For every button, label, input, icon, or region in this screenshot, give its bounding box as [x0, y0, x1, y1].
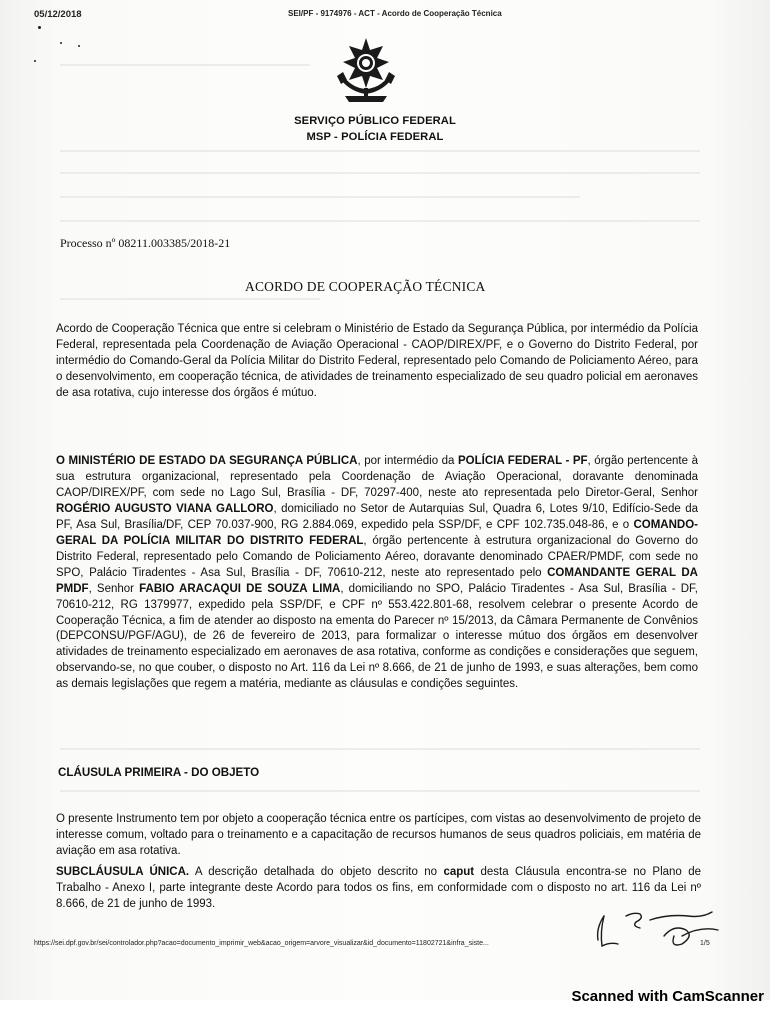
coat-of-arms-emblem: [331, 36, 401, 106]
clause-heading: CLÁUSULA PRIMEIRA - DO OBJETO: [58, 766, 260, 779]
process-number: Processo nº 08211.003385/2018-21: [60, 236, 231, 250]
org-agency-name: MSP - POLÍCIA FEDERAL: [306, 131, 444, 143]
bleed-through-line: [60, 298, 320, 300]
parties-text: , domiciliando no SPO, Palácio Tiradentes - Asa Sul, Brasília - DF, 70610-212, RG 1379977, expedido pela SSP/DF, e CPF nº 553.422.801-68, resolvem celebrar o presente Acordo de Cooperação Técnica, a fim de atender ao disposto na ementa do Parecer nº 15/2013, da Câmara Permanente de Convênios (DEPCONSU/PGF/AGU), de 26 de fevereiro de 2013, para formalizar o interesse mútuo dos órgãos em desenvolver atividades de treinamento especializado em aeronaves de asa rotativa, conforme as condições e considerações que seguem, observando-se, no que couber, o disposto no Art. 116 da Lei nº 8.666, de 21 de junho de 1993, e suas alterações, bem como as demais legislações que regem a matéria, mediante as cláusulas e condições seguintes.: [56, 582, 698, 691]
camscanner-watermark: Scanned with CamScanner: [571, 988, 764, 1005]
footer-page-number: 1/5: [700, 940, 710, 947]
subclause-label: SUBCLÁUSULA ÚNICA.: [56, 866, 190, 878]
parties-text: , órgão pertencente à sua estrutura organizacional, representado pela Coordenação de Aviação Operacional, doravante denominada CAOP/DIREX/PF, com sede no Lago Sul, Brasília - DF, 70297-400, neste ato representada pelo Diretor-Geral, Senhor: [56, 455, 698, 499]
subclause-text: A descrição detalhada do objeto descrito no: [189, 866, 444, 878]
representative-pmdf: FABIO ARACAQUI DE SOUZA LIMA: [139, 582, 341, 595]
parties-text: , órgão pertencente à estrutura organizacional do Governo do Distrito Federal, representado pelo Comando de Policiamento Aéreo, doravante denominado CPAER/PMDF, com sede no SPO, Palácio Tiradentes - Asa Sul, Brasília - DF, 70610-212, neste ato representado pelo: [56, 534, 698, 579]
party-pmdf: COMANDO-GERAL DA POLÍCIA MILITAR DO DISTRITO FEDERAL: [56, 518, 698, 547]
scan-speck: [34, 60, 36, 62]
representative-pf: ROGÉRIO AUGUSTO VIANA GALLORO: [56, 502, 274, 515]
representative-title-pmdf: COMANDANTE GERAL DA PMDF: [56, 566, 698, 595]
bleed-through-line: [60, 172, 700, 174]
clause-object-paragraph: O presente Instrumento tem por objeto a cooperação técnica entre os partícipes, com vistas ao desenvolvimento de projeto de interesse comum, voltado para o treinamento e a capacitação de recursos humanos de seus quadros policiais, em matéria de aviação em asa rotativa.: [56, 813, 701, 857]
parties-text: , por intermédio da: [357, 455, 459, 467]
bleed-through-line: [60, 150, 700, 152]
handwritten-initials-signature: [590, 906, 725, 956]
bleed-through-line: [60, 196, 580, 198]
print-date: 05/12/2018: [34, 9, 82, 20]
scan-speck: [60, 42, 62, 44]
party-pf: POLÍCIA FEDERAL - PF: [458, 455, 588, 467]
parties-text: , domiciliado no Setor de Autarquias Sul, Quadra 6, Lotes 9/10, Edifício-Sede da PF, Asa Sul, Brasília/DF, CEP 70.037-900, RG 2.884.069, expedido pela SSP/DF, e CPF 102.735.048-86, e o: [56, 502, 698, 531]
footer-print-url: https://sei.dpf.gov.br/sei/controlador.php?acao=documento_imprimir_web&acao_origem=arvore_visualizar&id_documento=11802721&infra_siste...: [34, 940, 489, 947]
subclause-text: desta Cláusula encontra-se no Plano de Trabalho - Anexo I, parte integrante deste Acordo para todos os fins, em conformidade com o disposto no art. 116 da Lei nº 8.666, de 21 de junho de 1993.: [56, 866, 702, 910]
bleed-through-line: [60, 64, 310, 66]
parties-text: , Senhor: [88, 582, 140, 595]
document-title: ACORDO DE COOPERAÇÃO TÉCNICA: [245, 279, 486, 294]
party-ministry: O MINISTÉRIO DE ESTADO DA SEGURANÇA PÚBLICA: [56, 455, 358, 467]
scan-speck: [38, 26, 41, 29]
bleed-through-line: [60, 220, 700, 222]
bleed-through-line: [60, 790, 700, 792]
parties-paragraph: [56, 454, 698, 693]
subclause-caput: caput: [443, 866, 475, 878]
bleed-through-line: [60, 748, 700, 750]
org-service-name: SERVIÇO PÚBLICO FEDERAL: [294, 115, 456, 127]
print-header-title: SEI/PF - 9174976 - ACT - Acordo de Cooperação Técnica: [288, 9, 502, 18]
preamble-paragraph: Acordo de Cooperação Técnica que entre si celebram o Ministério de Estado da Segurança Pública, por intermédio da Polícia Federal, representada pela Coordenação de Aviação Operacional - CAOP/DIREX/PF, e o Governo do Distrito Federal, por intermédio do Comando-Geral da Polícia Militar do Distrito Federal, representado pelo Comando de Policiamento Aéreo, para o desenvolvimento, em cooperação técnica, de atividades de treinamento especializado de seu quadro policial em aeronaves de asa rotativa, cujo interesse dos órgãos é mútuo.: [56, 323, 698, 399]
scan-speck: [78, 45, 80, 47]
